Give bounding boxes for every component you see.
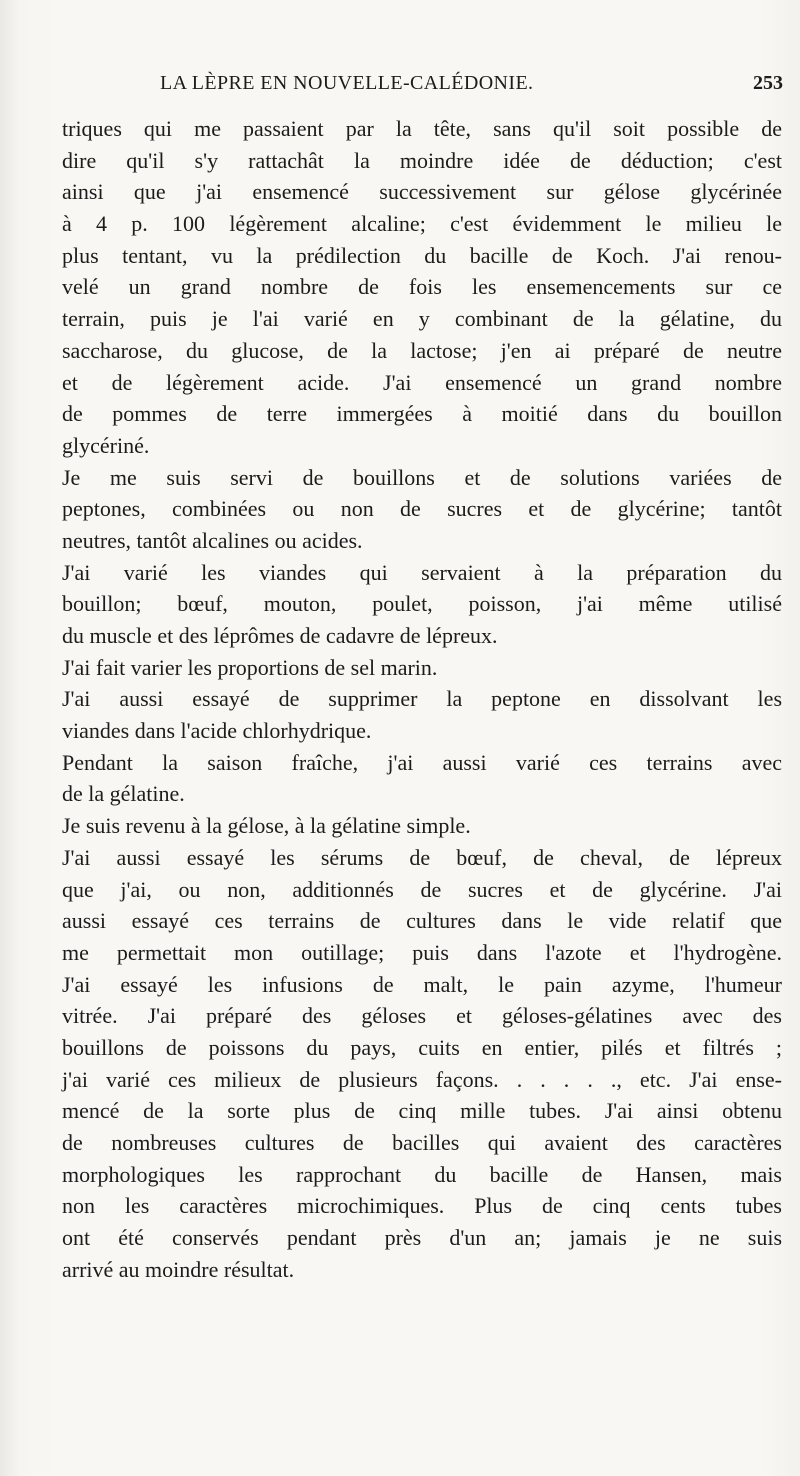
text-line: ainsi que j'ai ensemencé successivement sur gélose glycérinée [62, 179, 782, 205]
text-line: terrain, puis je l'ai varié en y combinant de la gélatine, du [62, 306, 782, 332]
text-line: velé un grand nombre de fois les ensemencements sur ce [62, 274, 782, 300]
text-line: glycériné. [62, 432, 150, 458]
text-line: de la gélatine. [62, 781, 185, 807]
text-line: J'ai aussi essayé les sérums de bœuf, de cheval, de lépreux [62, 844, 782, 870]
text-line: bouillons de poissons du pays, cuits en entier, pilés et filtrés ; [62, 1034, 782, 1060]
text-line: que j'ai, ou non, additionnés de sucres et de glycérine. J'ai [62, 876, 782, 902]
text-line: mencé de la sorte plus de cinq mille tubes. J'ai ainsi obtenu [62, 1098, 782, 1124]
text-line: J'ai aussi essayé de supprimer la peptone en dissolvant les [62, 686, 782, 712]
text-line: J'ai varié les viandes qui servaient à la préparation du [62, 559, 782, 585]
text-line: de pommes de terre immergées à moitié dans du bouillon [62, 401, 782, 427]
text-line: vitrée. J'ai préparé des géloses et géloses-gélatines avec des [62, 1003, 782, 1029]
text-line: arrivé au moindre résultat. [62, 1256, 295, 1282]
text-line: Pendant la saison fraîche, j'ai aussi varié ces terrains avec [62, 749, 782, 775]
text-line: aussi essayé ces terrains de cultures dans le vide relatif que [62, 908, 782, 934]
text-line: ont été conservés pendant près d'un an; jamais je ne suis [62, 1225, 782, 1251]
page-number: 253 [753, 72, 783, 94]
text-line: bouillon; bœuf, mouton, poulet, poisson, j'ai même utilisé [62, 591, 782, 617]
text-line: morphologiques les rapprochant du bacille de Hansen, mais [62, 1161, 782, 1187]
text-line: j'ai varié ces milieux de plusieurs façons. . . . . ., etc. J'ai ense- [62, 1066, 782, 1092]
text-line: neutres, tantôt alcalines ou acides. [62, 527, 363, 553]
running-title: LA LÈPRE EN NOUVELLE-CALÉDONIE. [160, 72, 534, 94]
text-line: non les caractères microchimiques. Plus de cinq cents tubes [62, 1193, 782, 1219]
text-line: J'ai essayé les infusions de malt, le pain azyme, l'humeur [62, 971, 782, 997]
text-line: me permettait mon outillage; puis dans l'azote et l'hydrogène. [62, 939, 782, 965]
body-text [62, 113, 782, 1285]
text-line: saccharose, du glucose, de la lactose; j'en ai préparé de neutre [62, 337, 782, 363]
text-line: plus tentant, vu la prédilection du bacille de Koch. J'ai renou- [62, 242, 782, 268]
text-line: de nombreuses cultures de bacilles qui avaient des caractères [62, 1130, 782, 1155]
text-line: du muscle et des léprômes de cadavre de lépreux. [62, 623, 498, 648]
text-line: viandes dans l'acide chlorhydrique. [62, 718, 372, 744]
text-line: J'ai fait varier les proportions de sel marin. [62, 654, 438, 680]
text-line: dire qu'il s'y rattachât la moindre idée de déduction; c'est [62, 147, 782, 173]
text-line: Je suis revenu à la gélose, à la gélatine simple. [62, 813, 471, 839]
text-line: Je me suis servi de bouillons et de solutions variées de [62, 464, 782, 490]
text-line: à 4 p. 100 légèrement alcaline; c'est évidemment le milieu le [62, 211, 782, 237]
text-line: et de légèrement acide. J'ai ensemencé un grand nombre [62, 369, 782, 395]
page-header [160, 72, 800, 102]
text-line: peptones, combinées ou non de sucres et de glycérine; tantôt [62, 496, 782, 522]
text-line: triques qui me passaient par la tête, sans qu'il soit possible de [62, 116, 782, 141]
